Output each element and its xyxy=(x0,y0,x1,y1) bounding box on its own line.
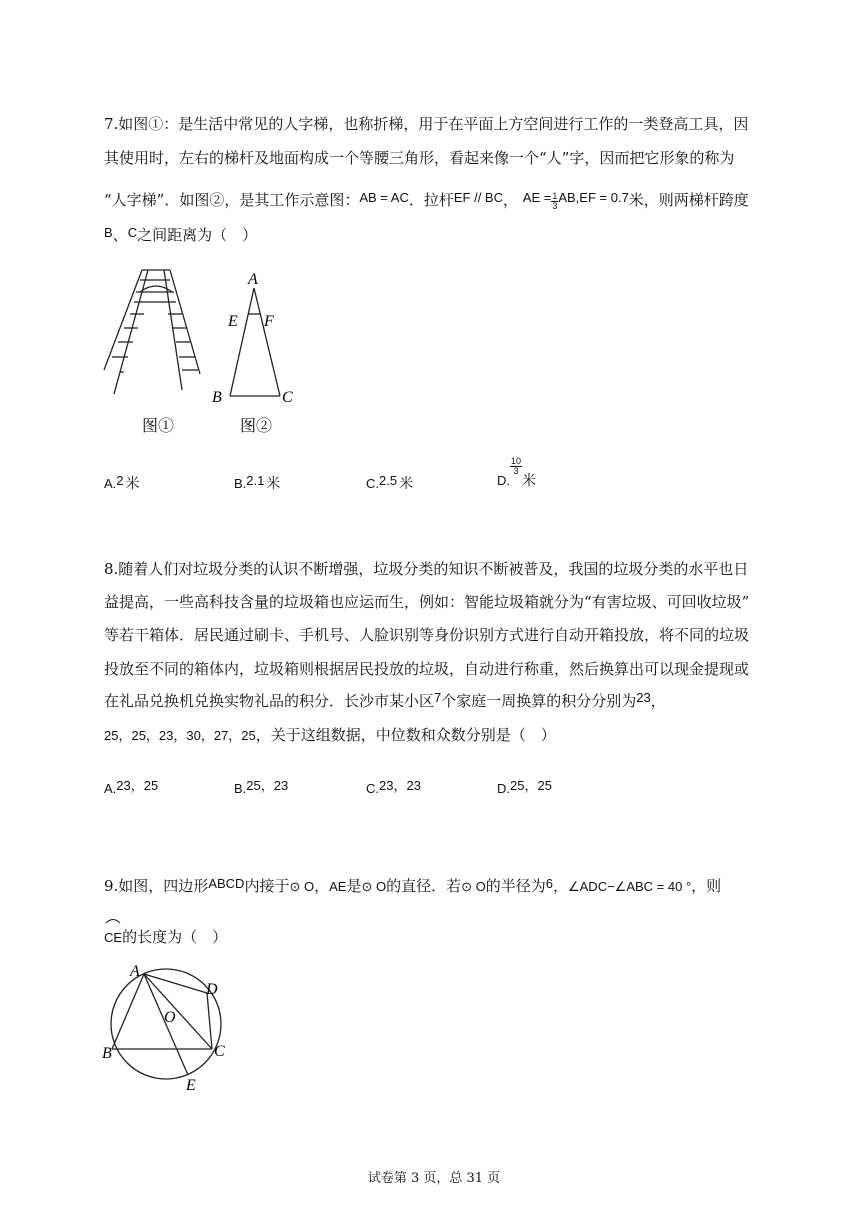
q7-fig2-label-a: A xyxy=(248,271,258,288)
q7-fig2-label-b: B xyxy=(212,389,222,406)
q7-figure-1-ladder xyxy=(100,262,210,404)
q7-figure-2-caption: 图② xyxy=(240,416,273,435)
q7-line-2: 其使用时，左右的梯杆及地面构成一个等腰三角形，看起来像一个“人”字，因而把它形象的称为 xyxy=(104,149,735,167)
q7-frac-numerator: 1 xyxy=(552,190,558,201)
q7-line-4-text: 之间距离为（ ） xyxy=(137,226,258,244)
q8-option-c-value: 23，23 xyxy=(379,778,421,793)
q7-line-4-sep: 、 xyxy=(112,226,128,244)
q8-line-2: 益提高，一些高科技含量的垃圾箱也应运而生，例如：智能垃圾箱就分为“有害垃圾、可回收垃圾” xyxy=(104,593,750,611)
q8-first-value: 23 xyxy=(636,690,651,705)
q8-option-c[interactable] xyxy=(366,775,423,797)
q9-arc-ce xyxy=(104,928,122,946)
q7-eq-ab-ac: AB = AC xyxy=(359,190,409,205)
q9-line-2 xyxy=(104,926,227,947)
q8-option-a-label: A. xyxy=(104,781,117,796)
q7-option-a-unit: 米 xyxy=(125,476,140,492)
q9-fig-label-a: A xyxy=(130,963,140,980)
q8-line-5-comma: ， xyxy=(650,692,666,710)
q7-line-4 xyxy=(104,224,257,245)
q8-option-b-label: B. xyxy=(234,781,247,796)
q7-option-b[interactable] xyxy=(234,473,280,493)
q7-line-3 xyxy=(104,189,749,211)
q8-line-4: 投放至不同的箱体内，垃圾箱则根据居民投放的垃圾，自动进行称重，然后换算出可以现金提现或 xyxy=(104,660,750,678)
q8-line-5 xyxy=(104,690,666,711)
q7-figure-1-caption: 图① xyxy=(142,416,175,435)
q9-line-1-text: 9.如图，四边形 xyxy=(104,877,209,895)
q8-option-b[interactable] xyxy=(234,775,290,797)
q9-circle-o-3: ⊙ O xyxy=(461,879,486,894)
q7-option-d-denominator: 3 xyxy=(513,466,519,476)
q9-fig-label-e: E xyxy=(186,1077,196,1092)
q7-eq-ab-ef: AB,EF = 0.7 xyxy=(558,190,629,205)
q8-line-5-text-b: 个家庭一周换算的积分分别为 xyxy=(441,692,637,710)
q7-fig2-label-f: F xyxy=(264,313,274,330)
q7-option-b-label: B. xyxy=(234,476,247,491)
q9-line-2-text: 的长度为（ ） xyxy=(122,928,228,946)
q7-fig2-label-e: E xyxy=(228,313,238,330)
q7-point-b: B xyxy=(104,225,113,240)
q9-segment-ae: AE xyxy=(329,879,347,894)
q9-arc-mark xyxy=(105,916,121,924)
q8-option-b-value: 25，23 xyxy=(246,778,289,793)
q8-option-d-value: 25，25 xyxy=(510,778,552,793)
q7-figure-2-triangle xyxy=(208,266,308,408)
q7-option-b-value: 2.1 xyxy=(246,473,265,488)
q7-option-c-value: 2.5 xyxy=(379,473,398,488)
q9-figure-circle xyxy=(100,958,240,1092)
q7-line-3-text-b: ．拉杆 xyxy=(408,191,454,209)
q7-option-d-numerator: 10 xyxy=(511,456,522,466)
q7-option-d-label: D. xyxy=(497,473,510,488)
q9-angle-equation: ∠ADC−∠ABC = 40 ° xyxy=(567,879,692,894)
q8-data-values: 25，25，23，30，27，25 xyxy=(104,728,256,743)
q7-option-d[interactable] xyxy=(497,457,536,490)
q9-line-1-text-i: 的直径．若 xyxy=(386,877,462,895)
q9-fig-label-c: C xyxy=(214,1043,225,1060)
q9-line-1-text-k: 的半径为 xyxy=(485,877,546,895)
q7-option-a-value: 2 xyxy=(116,473,124,488)
q8-family-count: 7 xyxy=(434,690,442,705)
q7-option-c[interactable] xyxy=(366,473,413,493)
q8-line-1: 8.随着人们对垃圾分类的认识不断增强，垃圾分类的知识不断被普及，我国的垃圾分类的水平也日 xyxy=(104,560,749,578)
q7-fig2-label-c: C xyxy=(282,389,293,406)
q7-line-3-comma: ， xyxy=(502,191,518,209)
q8-line-6 xyxy=(104,724,556,745)
q8-line-5-text: 在礼品兑换机兑换实物礼品的积分．长沙市某小区 xyxy=(104,692,435,710)
q7-option-a[interactable] xyxy=(104,473,140,493)
q9-circle-o-2: ⊙ O xyxy=(361,879,387,894)
page-footer: 试卷第 3 页，总 31 页 xyxy=(367,1171,501,1186)
q9-arc-ce-label: CE xyxy=(104,930,123,945)
q7-eq-ae: AE = xyxy=(522,190,552,205)
q9-fig-label-o: O xyxy=(164,1009,176,1026)
q9-fig-label-b: B xyxy=(102,1045,112,1062)
q9-line-1 xyxy=(104,875,721,896)
q9-circle-o-1: ⊙ O xyxy=(289,879,315,894)
q7-option-c-unit: 米 xyxy=(399,476,414,492)
q8-option-d[interactable] xyxy=(497,775,554,797)
q9-line-1-text-c: 内接于 xyxy=(244,877,290,895)
q9-line-1-text-g: 是 xyxy=(346,877,362,895)
q7-option-a-label: A. xyxy=(104,476,117,491)
q8-option-a[interactable] xyxy=(104,775,160,797)
q7-line-1: 7.如图①：是生活中常见的人字梯，也称折梯，用于在平面上方空间进行工作的一类登高工具，因 xyxy=(104,115,749,133)
q8-line-3: 等若干箱体．居民通过刷卡、手机号、人脸识别等身份识别方式进行自动开箱投放，将不同的垃圾 xyxy=(104,626,750,644)
q9-line-1-text-o: ，则 xyxy=(691,877,722,895)
q7-eq-ef-parallel-bc: EF // BC xyxy=(453,190,503,205)
q9-radius-value: 6 xyxy=(545,876,553,891)
q8-option-a-value: 23，25 xyxy=(116,778,159,793)
q7-frac-denominator: 3 xyxy=(552,200,558,211)
q8-option-c-label: C. xyxy=(366,781,379,796)
q9-fig-label-d: D xyxy=(206,981,218,998)
q7-option-d-fraction xyxy=(510,457,522,476)
q8-line-6-text: ，关于这组数据，中位数和众数分别是（ ） xyxy=(255,726,556,744)
q7-point-c: C xyxy=(127,225,138,240)
q7-option-c-label: C. xyxy=(366,476,379,491)
q7-line-3-text-d: 米，则两梯杆跨度 xyxy=(628,191,749,209)
q8-option-d-label: D. xyxy=(497,781,510,796)
q7-option-b-unit: 米 xyxy=(266,476,281,492)
q9-quad-abcd: ABCD xyxy=(208,876,245,891)
q7-option-d-unit: 米 xyxy=(522,473,537,489)
q7-line-3-text: “人字梯”．如图②，是其工作示意图： xyxy=(104,191,360,209)
q9-line-1-comma: ， xyxy=(314,877,330,895)
q9-line-1-comma-2: ， xyxy=(552,877,568,895)
